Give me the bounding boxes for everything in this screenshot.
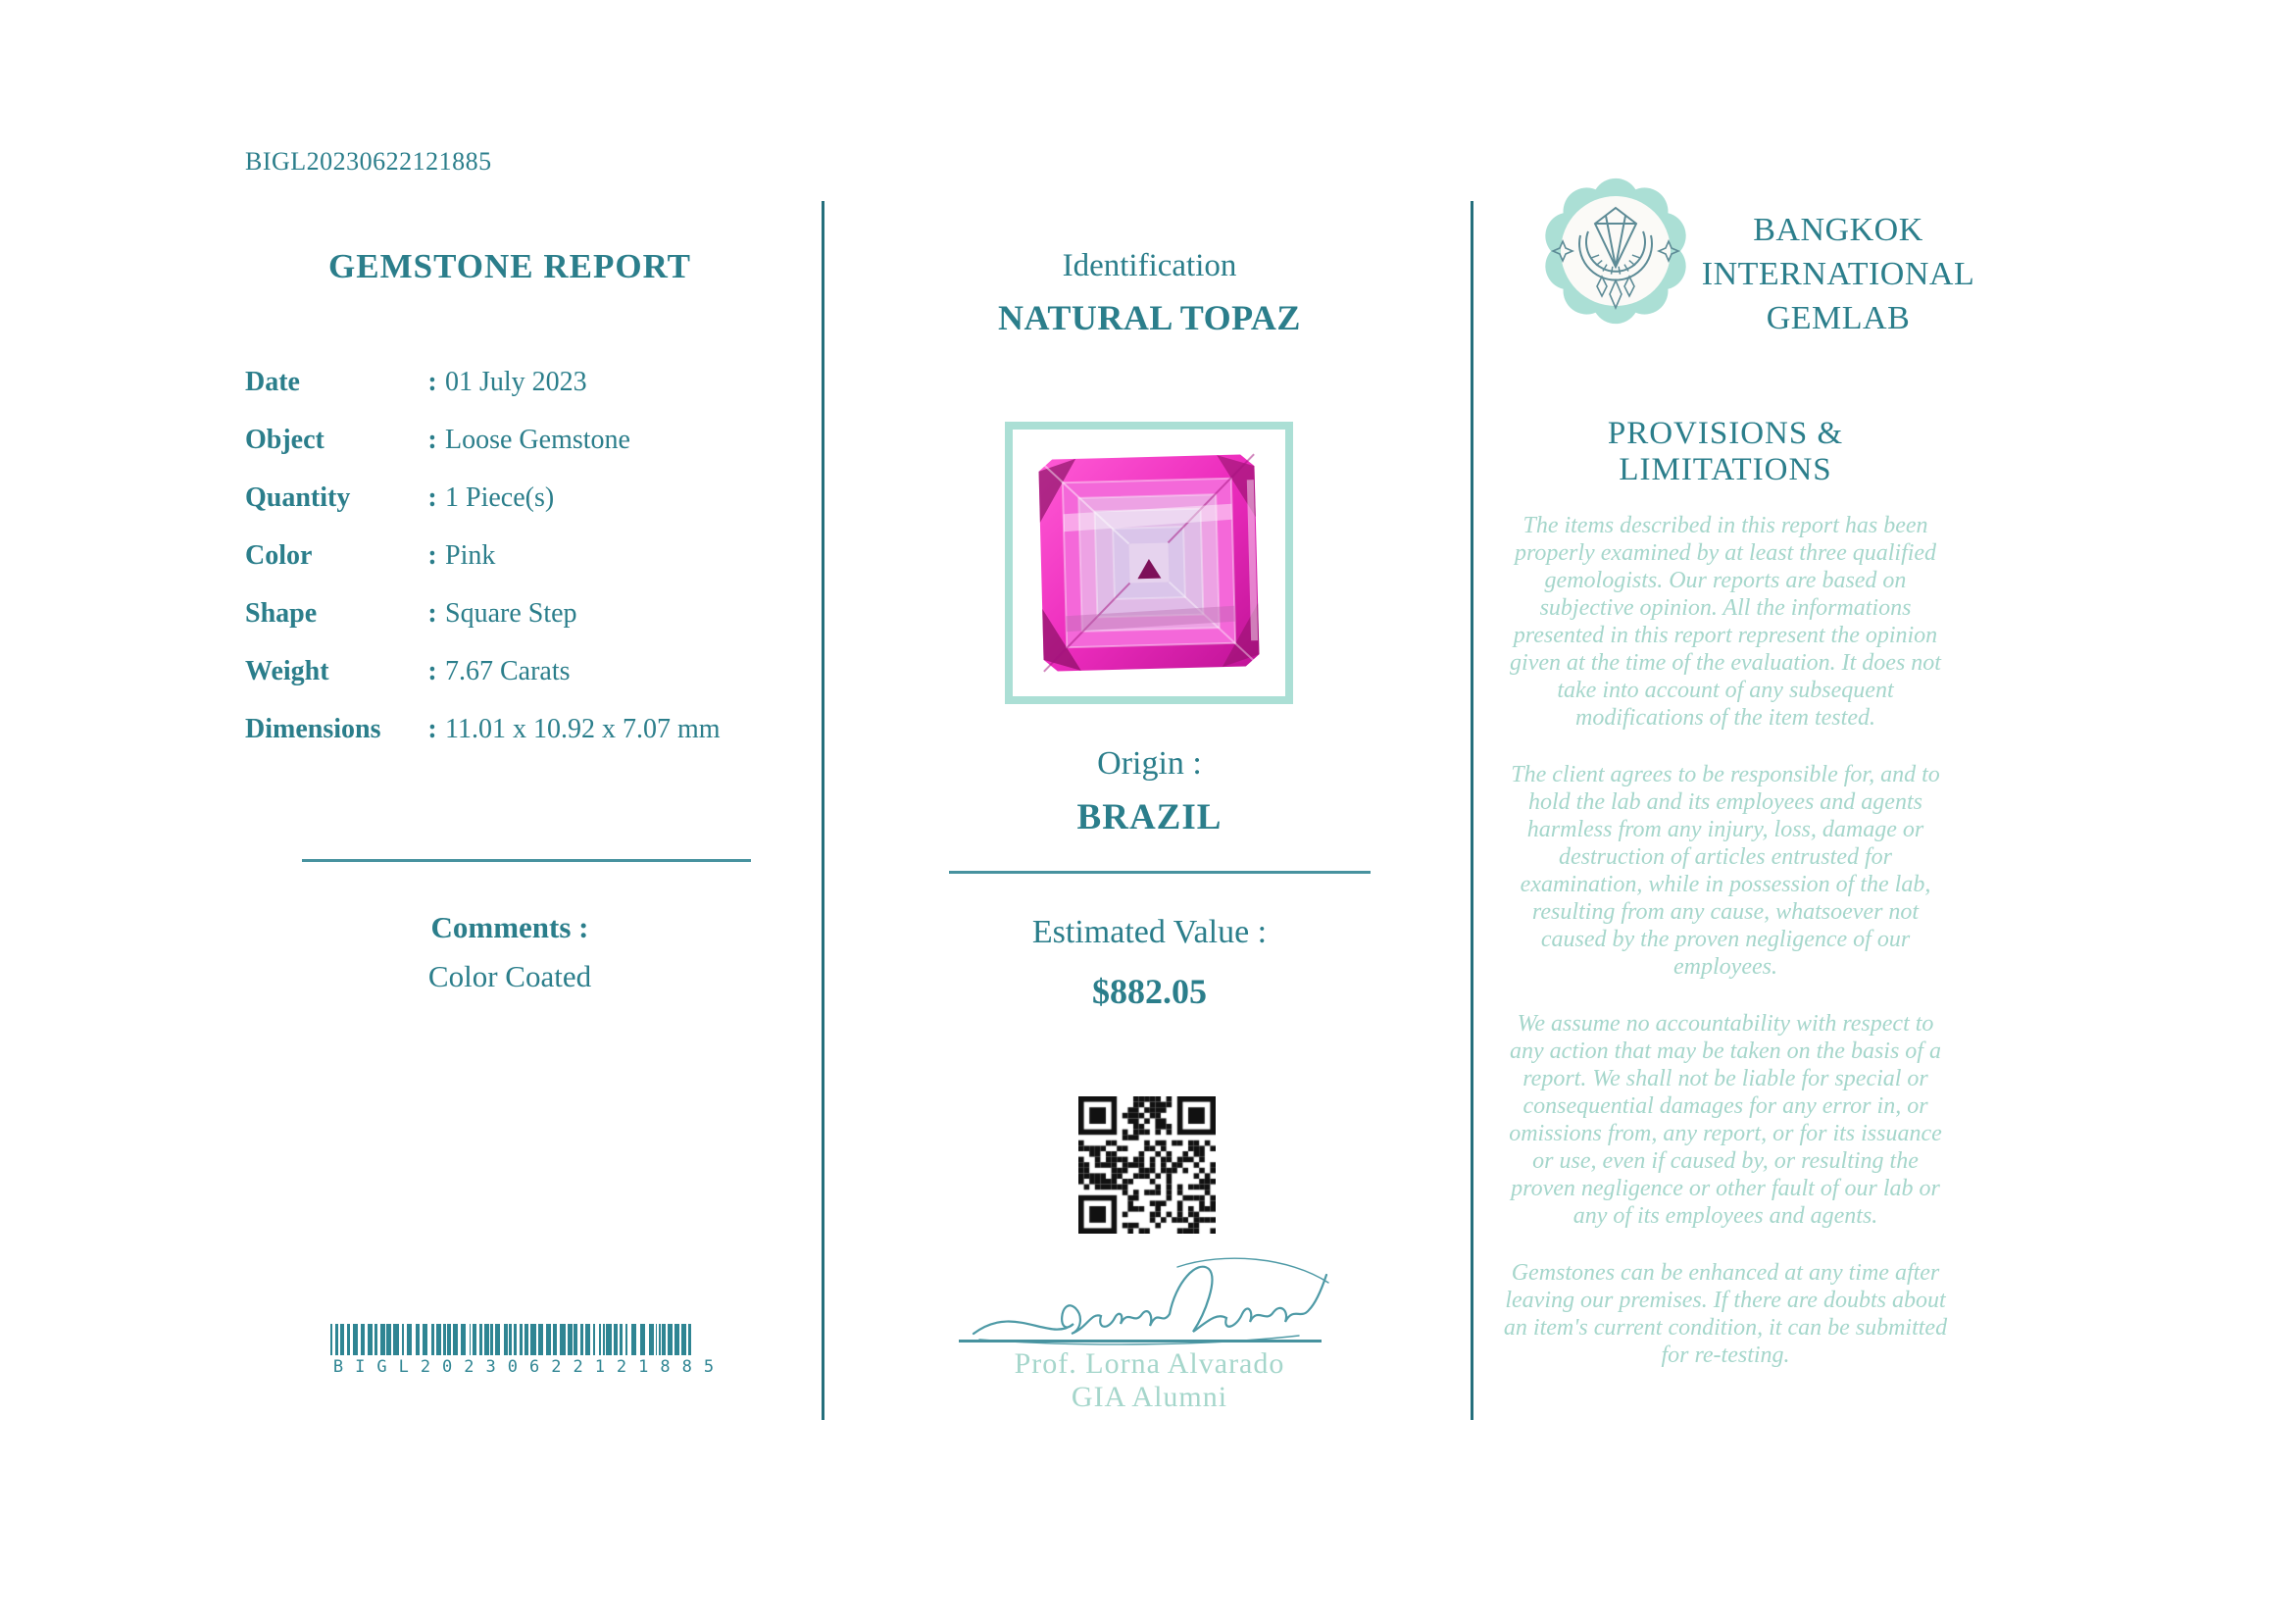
field-value-dimensions: 11.01 x 10.92 x 7.07 mm (445, 714, 721, 744)
provisions-text (1500, 512, 1951, 1398)
comments-value: Color Coated (427, 959, 592, 993)
signatory-name: Prof. Lorna Alvarado (1014, 1347, 1285, 1380)
gem-photo-frame (1005, 422, 1293, 704)
field-label-date: Date (245, 367, 300, 397)
estimated-value-label: Estimated Value : (1031, 914, 1268, 950)
comments-label: Comments : (430, 910, 589, 944)
field-value-shape: Square Step (445, 598, 577, 629)
origin-underline (949, 871, 1371, 874)
gem-photo (1036, 452, 1262, 674)
signature-script (966, 1253, 1333, 1346)
field-value-quantity: 1 Piece(s) (445, 482, 555, 513)
field-label-shape: Shape (245, 598, 318, 629)
field-colon: : (427, 540, 437, 571)
field-colon: : (427, 598, 437, 629)
field-value-object: Loose Gemstone (445, 425, 630, 455)
field-label-weight: Weight (245, 656, 329, 686)
signatory-title: GIA Alumni (1071, 1381, 1228, 1413)
origin-label: Origin : (1097, 745, 1202, 782)
provisions-paragraph-2: The client agrees to be responsible for, and to hold the lab and its employees and agents harmless from any injury, loss, damage or destruction of articles entrusted for examination, while in possession of the lab, resulting from any cause, whatsoever not caused by the proven negligence of our employees. (1511, 762, 1940, 980)
field-value-weight: 7.67 Carats (445, 656, 571, 686)
field-label-color: Color (245, 540, 313, 571)
barcode (330, 1324, 729, 1355)
barcode-text: BIGL20230622121885 (332, 1357, 726, 1377)
provisions-paragraph-3: We assume no accountability with respect to any action that may be taken on the basis of a report. We shall not be liable for special or consequential damages for any error in, or omissions from, any report, or for its issuance or use, even if caused by, or resulting the proven negligence or other fault of our lab or any of its employees and agents. (1509, 1011, 1942, 1229)
provisions-heading: PROVISIONS & LIMITATIONS (1607, 416, 1844, 487)
column-divider-left (822, 201, 824, 1420)
provisions-paragraph-1: The items described in this report has been properly examined by at least three qualified gemologists. Our reports are based on subjective opinion. All the informations presented in this report represent the opinion given at the time of the evaluation. It does not take into account of any subsequent modifications of the item tested. (1510, 513, 1941, 731)
lab-name: BANGKOK INTERNATIONAL GEMLAB (1701, 212, 1975, 336)
estimated-value-amount: $882.05 (1092, 972, 1207, 1011)
gem-species: NATURAL TOPAZ (998, 298, 1301, 337)
field-colon: : (427, 367, 437, 397)
field-label-dimensions: Dimensions (245, 714, 381, 744)
field-colon: : (427, 714, 437, 744)
gem-attributes-table (245, 367, 774, 745)
field-colon: : (427, 656, 437, 686)
left-section-divider (302, 859, 751, 862)
report-title: GEMSTONE REPORT (328, 247, 691, 285)
field-value-date: 01 July 2023 (445, 367, 587, 397)
field-label-quantity: Quantity (245, 482, 351, 513)
gemlab-logo (1537, 173, 1694, 329)
field-label-object: Object (245, 425, 324, 455)
column-divider-right (1471, 201, 1473, 1420)
report-serial-number: BIGL20230622121885 (245, 147, 492, 176)
origin-value: BRAZIL (1076, 797, 1223, 837)
identification-heading: Identification (1062, 248, 1237, 283)
qr-code (1078, 1096, 1216, 1234)
signature-line (959, 1340, 1322, 1342)
provisions-paragraph-4: Gemstones can be enhanced at any time after leaving our premises. If there are doubts about an item's current condition, it can be submitted for re-testing. (1503, 1260, 1948, 1368)
field-colon: : (427, 425, 437, 455)
field-colon: : (427, 482, 437, 513)
field-value-color: Pink (445, 540, 496, 571)
